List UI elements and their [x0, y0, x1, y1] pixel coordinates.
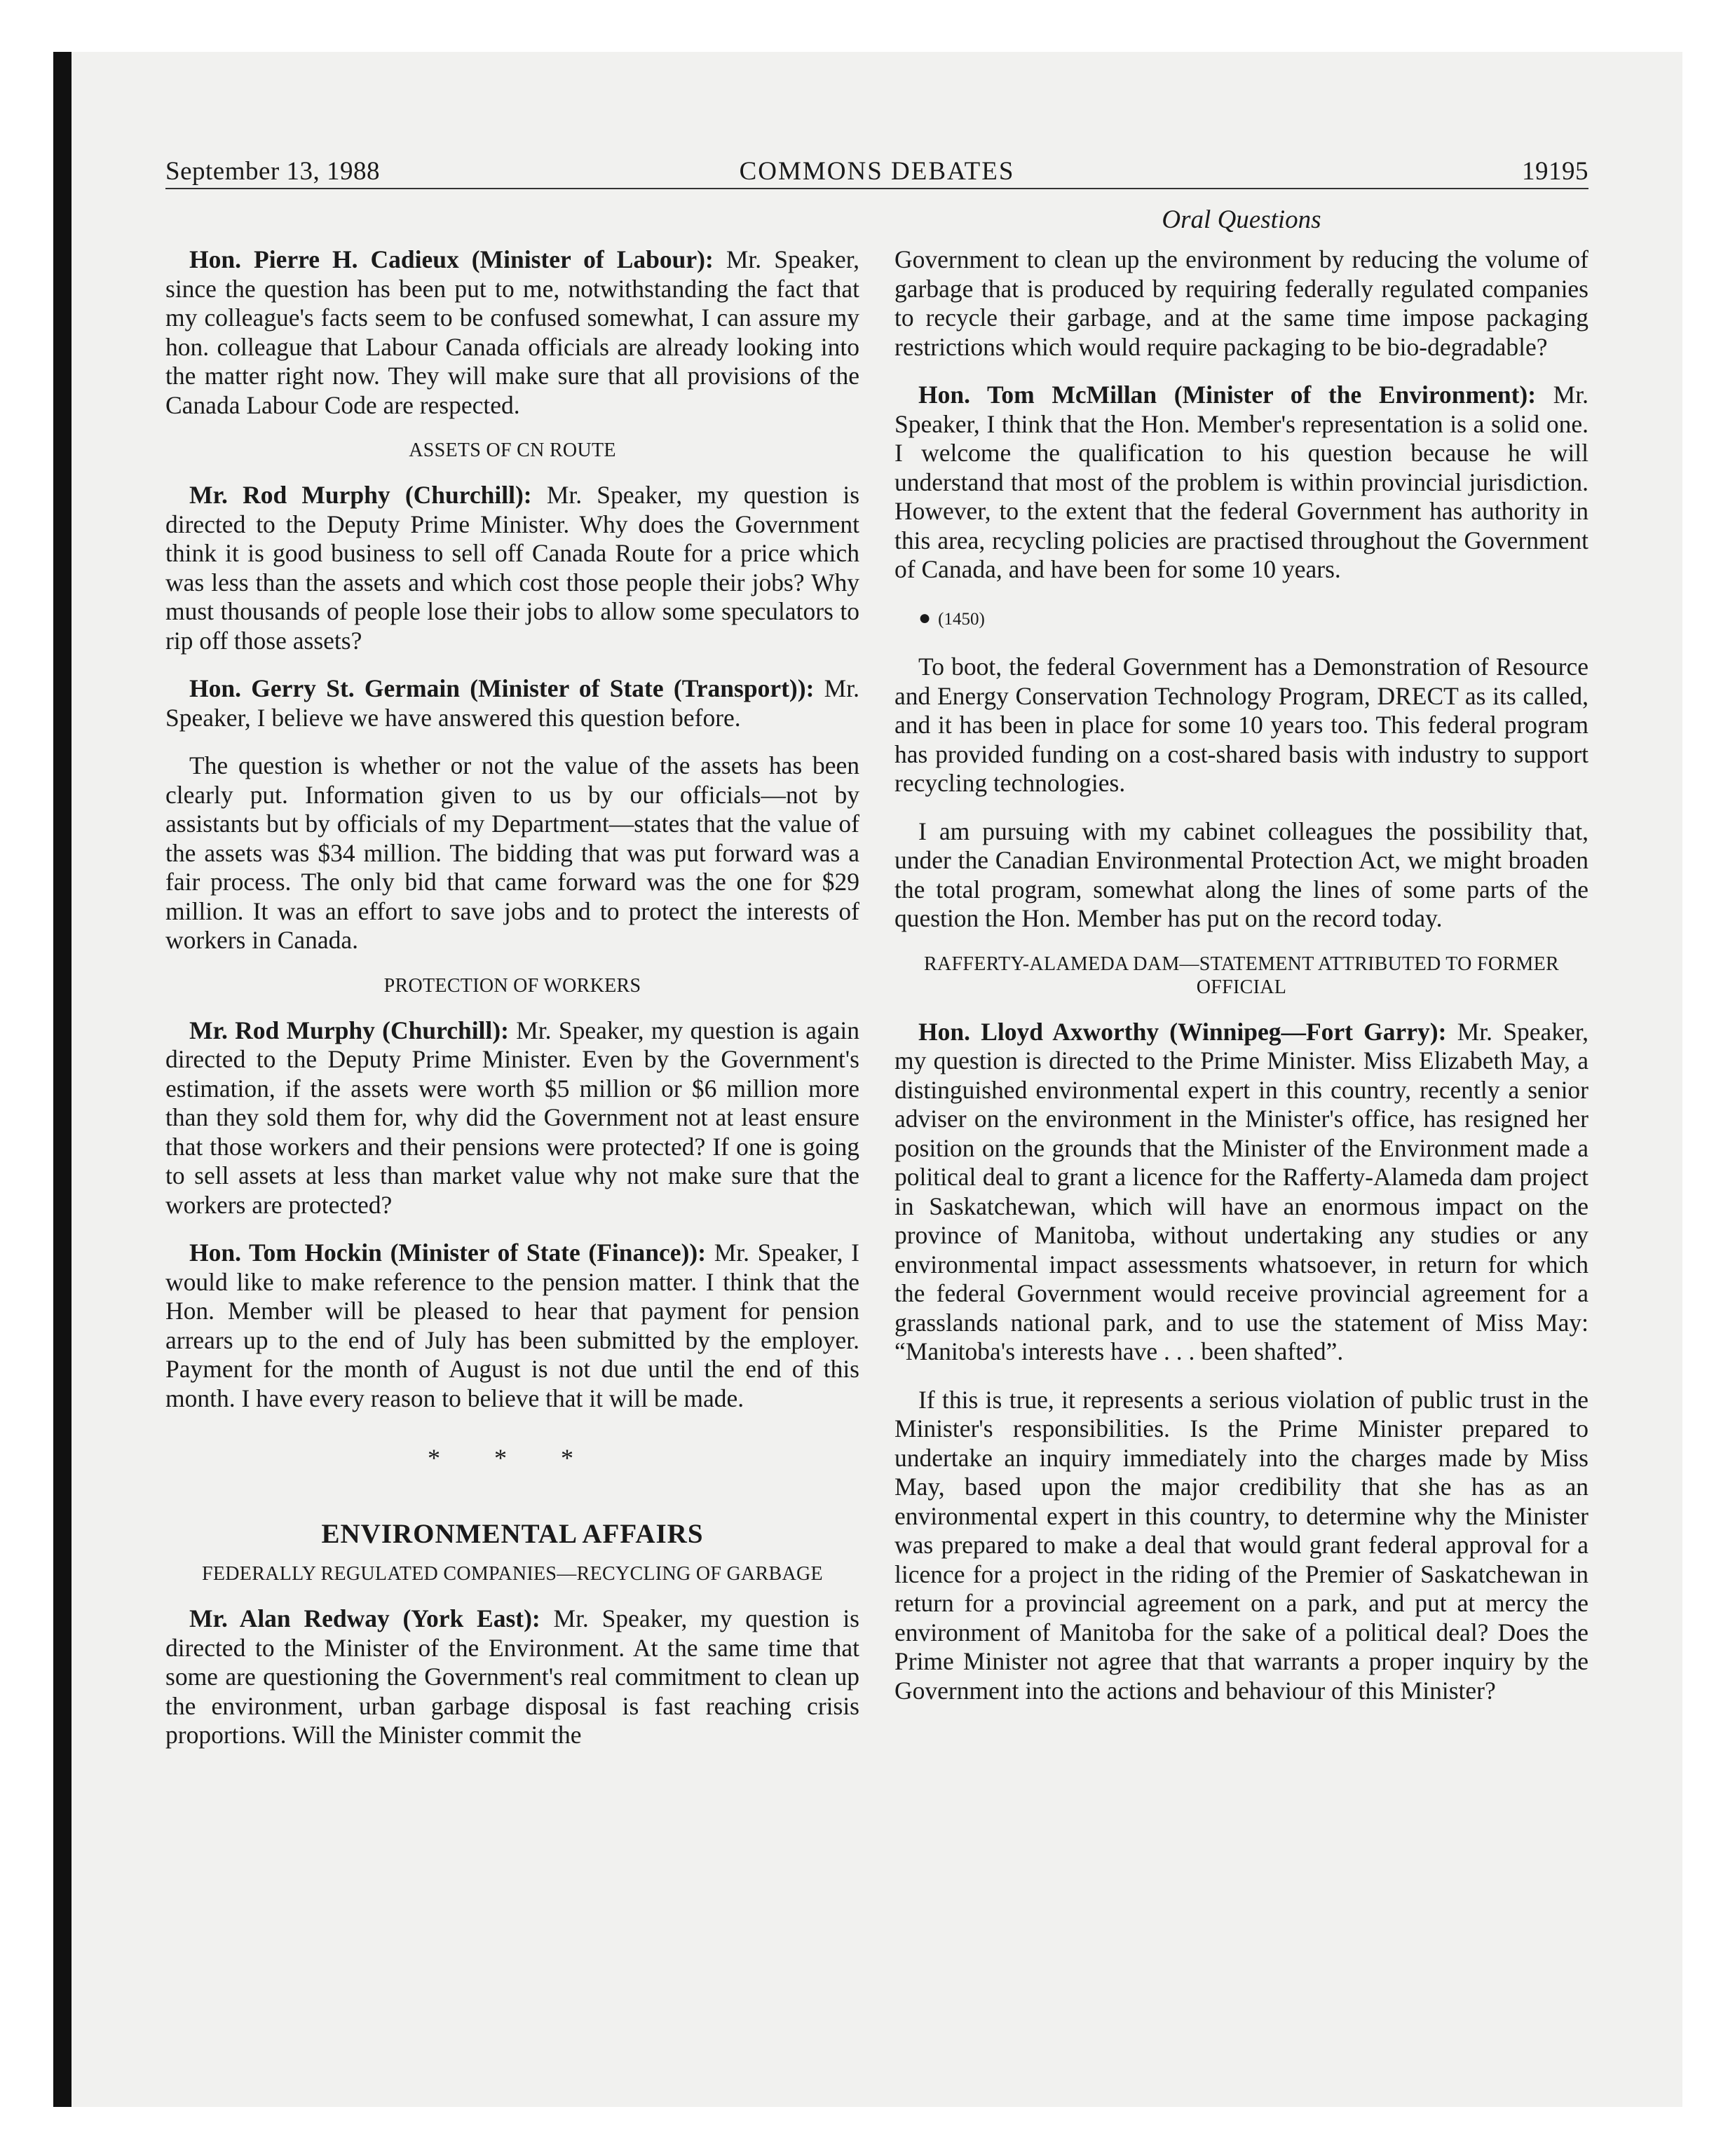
paragraph: Government to clean up the environment by reducing the volume of garbage that is produced by requiring federally regulated companies to recycle their garbage, and at the same time impose packaging restrictions which would require packaging to be bio-degradable?: [894, 245, 1588, 361]
paragraph: If this is true, it represents a serious violation of public trust in the Minister's responsibilities. Is the Prime Minister prepared to undertake an inquiry immediately into the charges made by Miss May, based upon the major credibility that she has as an environmental expert in this country, to determine why the Minister was prepared to make a deal that would grant federal approval for a licence for a project in the riding of the Premier of Saskatchewan in return for a provincial agreement on a park, and put at mercy the environment of Manitoba for the sake of a political deal? Does the Prime Minister not agree that that warrants a proper inquiry by the Government into the actions and behaviour of this Minister?: [894, 1385, 1588, 1705]
right-column: [894, 245, 1588, 1724]
paragraph: I am pursuing with my cabinet colleagues the possibility that, under the Canadian Environmental Protection Act, we might broaden the total program, somewhat along the lines of some parts of the question the Hon. Member has put on the record today.: [894, 817, 1588, 932]
speaker-name: Mr. Alan Redway (York East):: [189, 1604, 540, 1632]
paragraph: [165, 481, 859, 655]
paragraph: [894, 381, 1588, 585]
left-column: [165, 245, 859, 1769]
paragraph: [165, 245, 859, 420]
paragraph-text: Mr. Speaker, my question is directed to the Minister of the Environment. At the same time that some are questioning the Government's real commitment to clean up the environment, urban garbage disposal is fast reaching crisis proportions. Will the Minister commit the: [165, 1604, 859, 1749]
subheading: PROTECTION OF WORKERS: [383, 974, 641, 997]
subheading: FEDERALLY REGULATED COMPANIES—RECYCLING OF GARBAGE: [202, 1563, 823, 1585]
paragraph: [165, 1239, 859, 1413]
paragraph: To boot, the federal Government has a Demonstration of Resource and Energy Conservation Technology Program, DRECT as its called, and it has been in place for some 10 years too. This federal program has provided funding on a cost-shared basis with industry to support recycling technologies.: [894, 653, 1588, 797]
paragraph: [894, 1018, 1588, 1367]
speaker-name: Hon. Pierre H. Cadieux (Minister of Labour):: [189, 245, 714, 273]
paragraph: [165, 1604, 859, 1750]
bullet-icon: ●: [918, 606, 932, 629]
section-separator: * * *: [428, 1444, 597, 1472]
paragraph-text: Mr. Speaker, my question is directed to the Deputy Prime Minister. Why does the Government think it is good business to sell off Canada Route for a price which was less than the assets and which cost those people their jobs? Why must thousands of people lose their jobs to allow some speculators to rip off those assets?: [165, 481, 860, 655]
running-header: [165, 151, 1588, 191]
header-page-number: 19195: [1522, 157, 1588, 186]
subheading: RAFFERTY-ALAMEDA DAM—STATEMENT ATTRIBUTED TO FORMER OFFICIAL: [924, 953, 1559, 998]
speaker-name: Hon. Gerry St. Germain (Minister of State (Transport)):: [189, 674, 815, 702]
speaker-name: Mr. Rod Murphy (Churchill):: [189, 1016, 509, 1044]
timestamp: [894, 603, 1588, 634]
speaker-name: Mr. Rod Murphy (Churchill):: [189, 481, 532, 509]
header-publication: COMMONS DEBATES: [739, 157, 1015, 186]
scan-edge-bar: [53, 52, 72, 2107]
speaker-name: Hon. Lloyd Axworthy (Winnipeg—Fort Garry):: [918, 1017, 1447, 1046]
subheading: ASSETS OF CN ROUTE: [409, 439, 616, 461]
paragraph-text: Mr. Speaker, my question is again directed to the Deputy Prime Minister. Even by the Government's estimation, if the assets were worth $5 million or $6 million more than they sold them for, why did the Government not at least ensure that those workers and their pensions were protected? If one is going to sell assets at less than market value why not make sure that the workers are protected?: [165, 1016, 860, 1219]
speaker-name: Hon. Tom McMillan (Minister of the Environment):: [918, 381, 1537, 409]
speaker-name: Hon. Tom Hockin (Minister of State (Finance)):: [189, 1239, 707, 1267]
main-heading: ENVIRONMENTAL AFFAIRS: [321, 1518, 704, 1549]
paragraph: [165, 674, 859, 732]
timestamp-text: (1450): [938, 609, 985, 629]
paragraph-text: Mr. Speaker, I think that the Hon. Member's representation is a solid one. I welcome the qualification to his question because he will understand that most of the problem is within provincial jurisdiction. However, to the extent that the federal Government has authority in this area, recycling policies are practised throughout the Government of Canada, and have been for some 10 years.: [894, 381, 1588, 583]
paragraph-text: Mr. Speaker, I believe we have answered this question before.: [165, 674, 859, 732]
paragraph-text: Mr. Speaker, I would like to make reference to the pension matter. I think that the Hon. Member will be pleased to hear that payment for pension arrears up to the end of July has been submitted by the employer. Payment for the month of August is not due until the end of this month. I have every reason to believe that it will be made.: [165, 1239, 859, 1412]
paragraph-text: Mr. Speaker, my question is directed to the Prime Minister. Miss Elizabeth May, a distinguished environmental expert in this country, recently a senior adviser on the environment in the Minister's office, has resigned her position on the grounds that the Minister of the Environment made a political deal to grant a licence for the Rafferty-Alameda dam project in Saskatchewan, which will have an enormous impact on the province of Manitoba, without undertaking any studies or any environmental impact assessments whatsoever, in return for which the federal Government would receive provincial agreement for a grasslands national park, and to use the statement of Miss May: “Manitoba's interests have . . . been shafted”.: [894, 1017, 1588, 1365]
section-title: Oral Questions: [1162, 205, 1321, 234]
paragraph-text: Mr. Speaker, since the question has been put to me, notwithstanding the fact that my colleague's facts seem to be confused somewhat, I can assure my hon. colleague that Labour Canada officials are already looking into the matter right now. They will make sure that all provisions of the Canada Labour Code are respected.: [165, 245, 859, 419]
header-rule: [165, 188, 1588, 189]
header-date: September 13, 1988: [165, 157, 380, 186]
paragraph: The question is whether or not the value of the assets has been clearly put. Information given to us by our officials—not by assistants but by officials of my Department—states that the value of the assets was $34 million. The bidding that was put forward was a fair process. The only bid that came forward was the one for $29 million. It was an effort to save jobs and to protect the interests of workers in Canada.: [165, 751, 859, 954]
paragraph: [165, 1016, 859, 1220]
